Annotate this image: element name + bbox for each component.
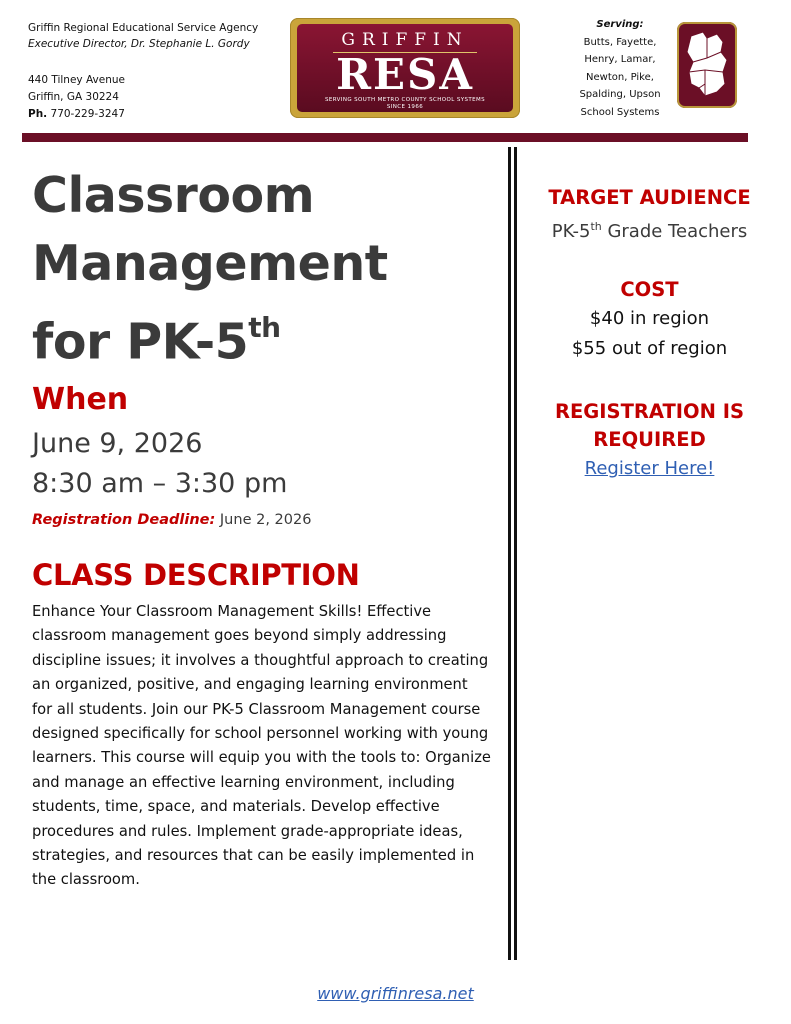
when-heading: When <box>32 382 129 417</box>
registration-heading: REGISTRATION IS <box>554 400 745 423</box>
phone: Ph. 770-229-3247 <box>28 108 125 120</box>
griffin-resa-logo <box>290 18 520 118</box>
agency-info <box>28 20 258 52</box>
target-audience <box>522 184 777 247</box>
deadline-label: Registration Deadline: <box>32 512 216 528</box>
serving-line: School Systems <box>580 106 660 118</box>
address-line-1: 440 Tilney Avenue <box>28 74 125 86</box>
cost-out-of-region: $55 out of region <box>571 338 728 359</box>
footer <box>0 984 791 1003</box>
logo-top-text: GRIFFIN <box>341 30 469 50</box>
page-title: Classroom Management for PK-5th <box>32 167 388 371</box>
cost-heading: COST <box>620 278 679 301</box>
registration-heading-2: REQUIRED <box>593 428 706 451</box>
logo-main-text: RESA <box>336 50 474 99</box>
serving-line: Spalding, Upson <box>579 89 661 100</box>
website-link[interactable]: www.griffinresa.net <box>317 984 474 1003</box>
deadline-date: June 2, 2026 <box>219 512 312 528</box>
agency-name: Griffin Regional Educational Service Agency <box>28 22 259 34</box>
registration-deadline <box>32 512 311 528</box>
logo-since-text: SINCE 1966 <box>386 104 424 110</box>
event-time: 8:30 am – 3:30 pm <box>32 468 288 499</box>
header-divider-bar <box>22 133 748 142</box>
registration-section <box>522 398 777 484</box>
address-line-2: Griffin, GA 30224 <box>28 91 119 103</box>
county-map-icon <box>677 22 737 108</box>
agency-address <box>28 72 125 123</box>
serving-heading: Serving: <box>596 19 644 30</box>
event-date: June 9, 2026 <box>32 428 203 459</box>
register-here-link[interactable]: Register Here! <box>584 458 715 479</box>
logo-sub-text: SERVING SOUTH METRO COUNTY SCHOOL SYSTEMS <box>324 97 486 103</box>
executive-director: Executive Director, Dr. Stephanie L. Gordy <box>28 38 250 50</box>
serving-line: Newton, Pike, <box>586 71 654 83</box>
class-description-text: Enhance Your Classroom Management Skills! Effective classroom management goes beyond simply addressing discipline issues; it involves a thoughtful approach to creating an organized, positive, and engaging learning environment for all students. Join our PK-5 Classroom Management course designed specifically for school personnel working with young learners. This course will equip you with the tools to: Organize and manage an effective learning environment, including students, time, space, and materials. Develop effective procedures and rules. Implement grade-appropriate ideas, strategies, and resources that can be easily implemented in the classroom. <box>32 603 491 889</box>
event-datetime <box>32 424 287 504</box>
cost-in-region: $40 in region <box>589 308 710 329</box>
class-description-heading: CLASS DESCRIPTION <box>32 558 360 592</box>
target-audience-heading: TARGET AUDIENCE <box>548 186 751 209</box>
cost-section <box>522 276 777 364</box>
serving-line: Henry, Lamar, <box>584 54 656 65</box>
column-divider <box>514 147 517 960</box>
column-divider <box>508 147 511 960</box>
serving-line: Butts, Fayette, <box>583 36 657 48</box>
target-audience-value: PK-5th Grade Teachers <box>551 220 748 242</box>
serving-counties <box>572 16 668 121</box>
